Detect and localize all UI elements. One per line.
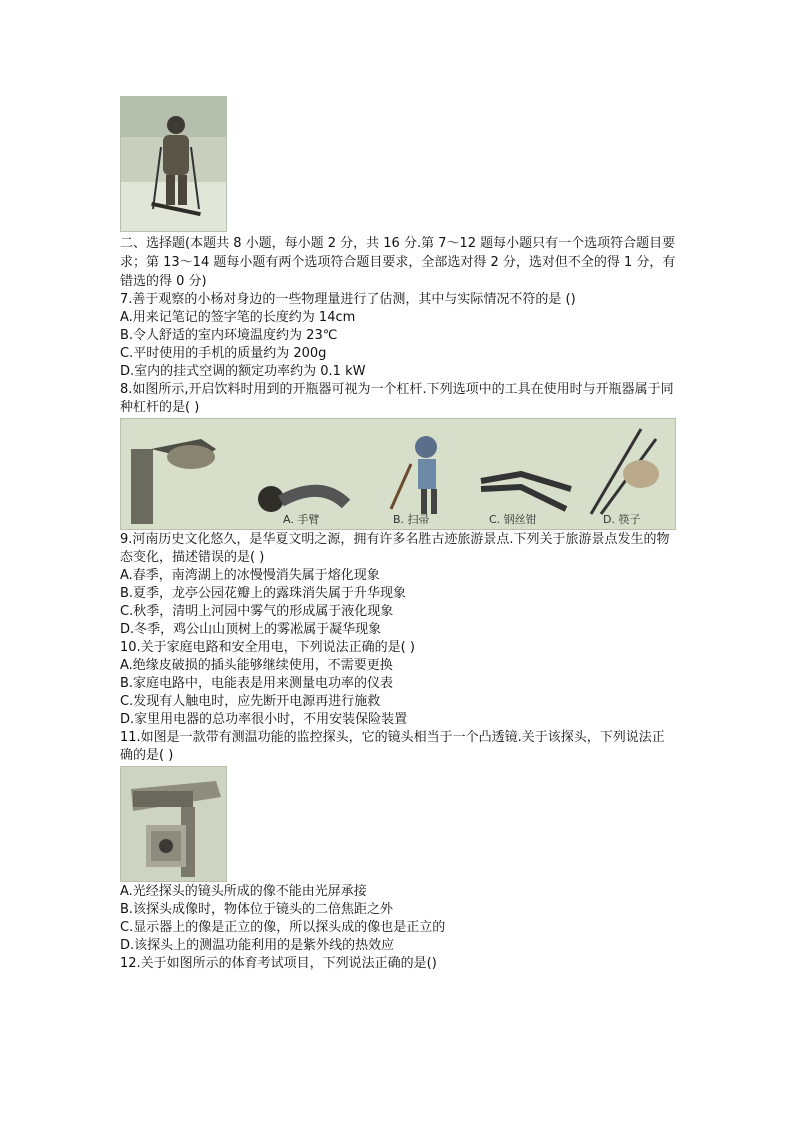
- q10-option-c: C.发现有人触电时，应先断开电源再进行施救: [120, 694, 381, 709]
- q9-option-c: C.秋季，清明上河园中雾气的形成属于液化现象: [120, 604, 394, 619]
- q8-caption-a: A. 手臂: [283, 513, 320, 526]
- q7-option-b: B.令人舒适的室内环境温度约为 23℃: [120, 328, 338, 343]
- q10-option-a: A.绝缘皮破损的插头能够继续使用，不需要更换: [120, 658, 393, 673]
- q8-caption-d: D. 筷子: [603, 513, 641, 526]
- q9-option-b: B.夏季，龙亭公园花瓣上的露珠消失属于升华现象: [120, 586, 407, 601]
- q8-stem: 8.如图所示,开启饮料时用到的开瓶器可视为一个杠杆.下列选项中的工具在使用时与开瓶器属于同种杠杆的是( ): [120, 382, 674, 415]
- camera-photo: [120, 766, 227, 882]
- q8-caption-c: C. 钢丝钳: [489, 513, 537, 526]
- skier-photo: [120, 96, 227, 232]
- q11-stem: 11.如图是一款带有测温功能的监控探头，它的镜头相当于一个凸透镜.关于该探头，下列说法正确的是( ): [120, 730, 665, 763]
- q7-option-d: D.室内的挂式空调的额定功率约为 0.1 kW: [120, 364, 366, 379]
- skier-illustration: [121, 97, 226, 231]
- q7-stem: 7.善于观察的小杨对身边的一些物理量进行了估测，其中与实际情况不符的是 (): [120, 292, 576, 307]
- q11-option-a: A.光经探头的镜头所成的像不能由光屏承接: [120, 884, 367, 899]
- q8-caption-b: B. 扫帚: [393, 513, 430, 526]
- q12-stem: 12.关于如图所示的体育考试项目，下列说法正确的是(): [120, 956, 437, 971]
- q10-option-b: B.家庭电路中，电能表是用来测量电功率的仪表: [120, 676, 394, 691]
- q10-option-d: D.家里用电器的总功率很小时，不用安装保险装置: [120, 712, 408, 727]
- section2-heading: 二、选择题(本题共 8 小题，每小题 2 分，共 16 分.第 7～12 题每小题只有一个选项符合题目要求；第 13～14 题每小题有两个选项符合题目要求，全部选对得 2 分，选对但不全的得 1 分，有错选的得 0 分): [120, 236, 676, 289]
- camera-illustration: [121, 767, 226, 881]
- q11-option-d: D.该探头上的测温功能利用的是紫外线的热效应: [120, 938, 395, 953]
- lever-tools-image: [120, 418, 676, 530]
- q7-option-c: C.平时使用的手机的质量约为 200g: [120, 346, 327, 361]
- q9-option-d: D.冬季，鸡公山山顶树上的雾凇属于凝华现象: [120, 622, 382, 637]
- q10-stem: 10.关于家庭电路和安全用电，下列说法正确的是( ): [120, 640, 415, 655]
- q9-option-a: A.春季，南湾湖上的冰慢慢消失属于熔化现象: [120, 568, 380, 583]
- q9-stem: 9.河南历史文化悠久，是华夏文明之源，拥有许多名胜古迹旅游景点.下列关于旅游景点发生的物态变化，描述错误的是( ): [120, 532, 670, 565]
- q11-option-b: B.该探头成像时，物体位于镜头的二倍焦距之外: [120, 902, 394, 917]
- q7-option-a: A.用来记笔记的签字笔的长度约为 14cm: [120, 310, 356, 325]
- q11-option-c: C.显示器上的像是正立的像，所以探头成的像也是正立的: [120, 920, 446, 935]
